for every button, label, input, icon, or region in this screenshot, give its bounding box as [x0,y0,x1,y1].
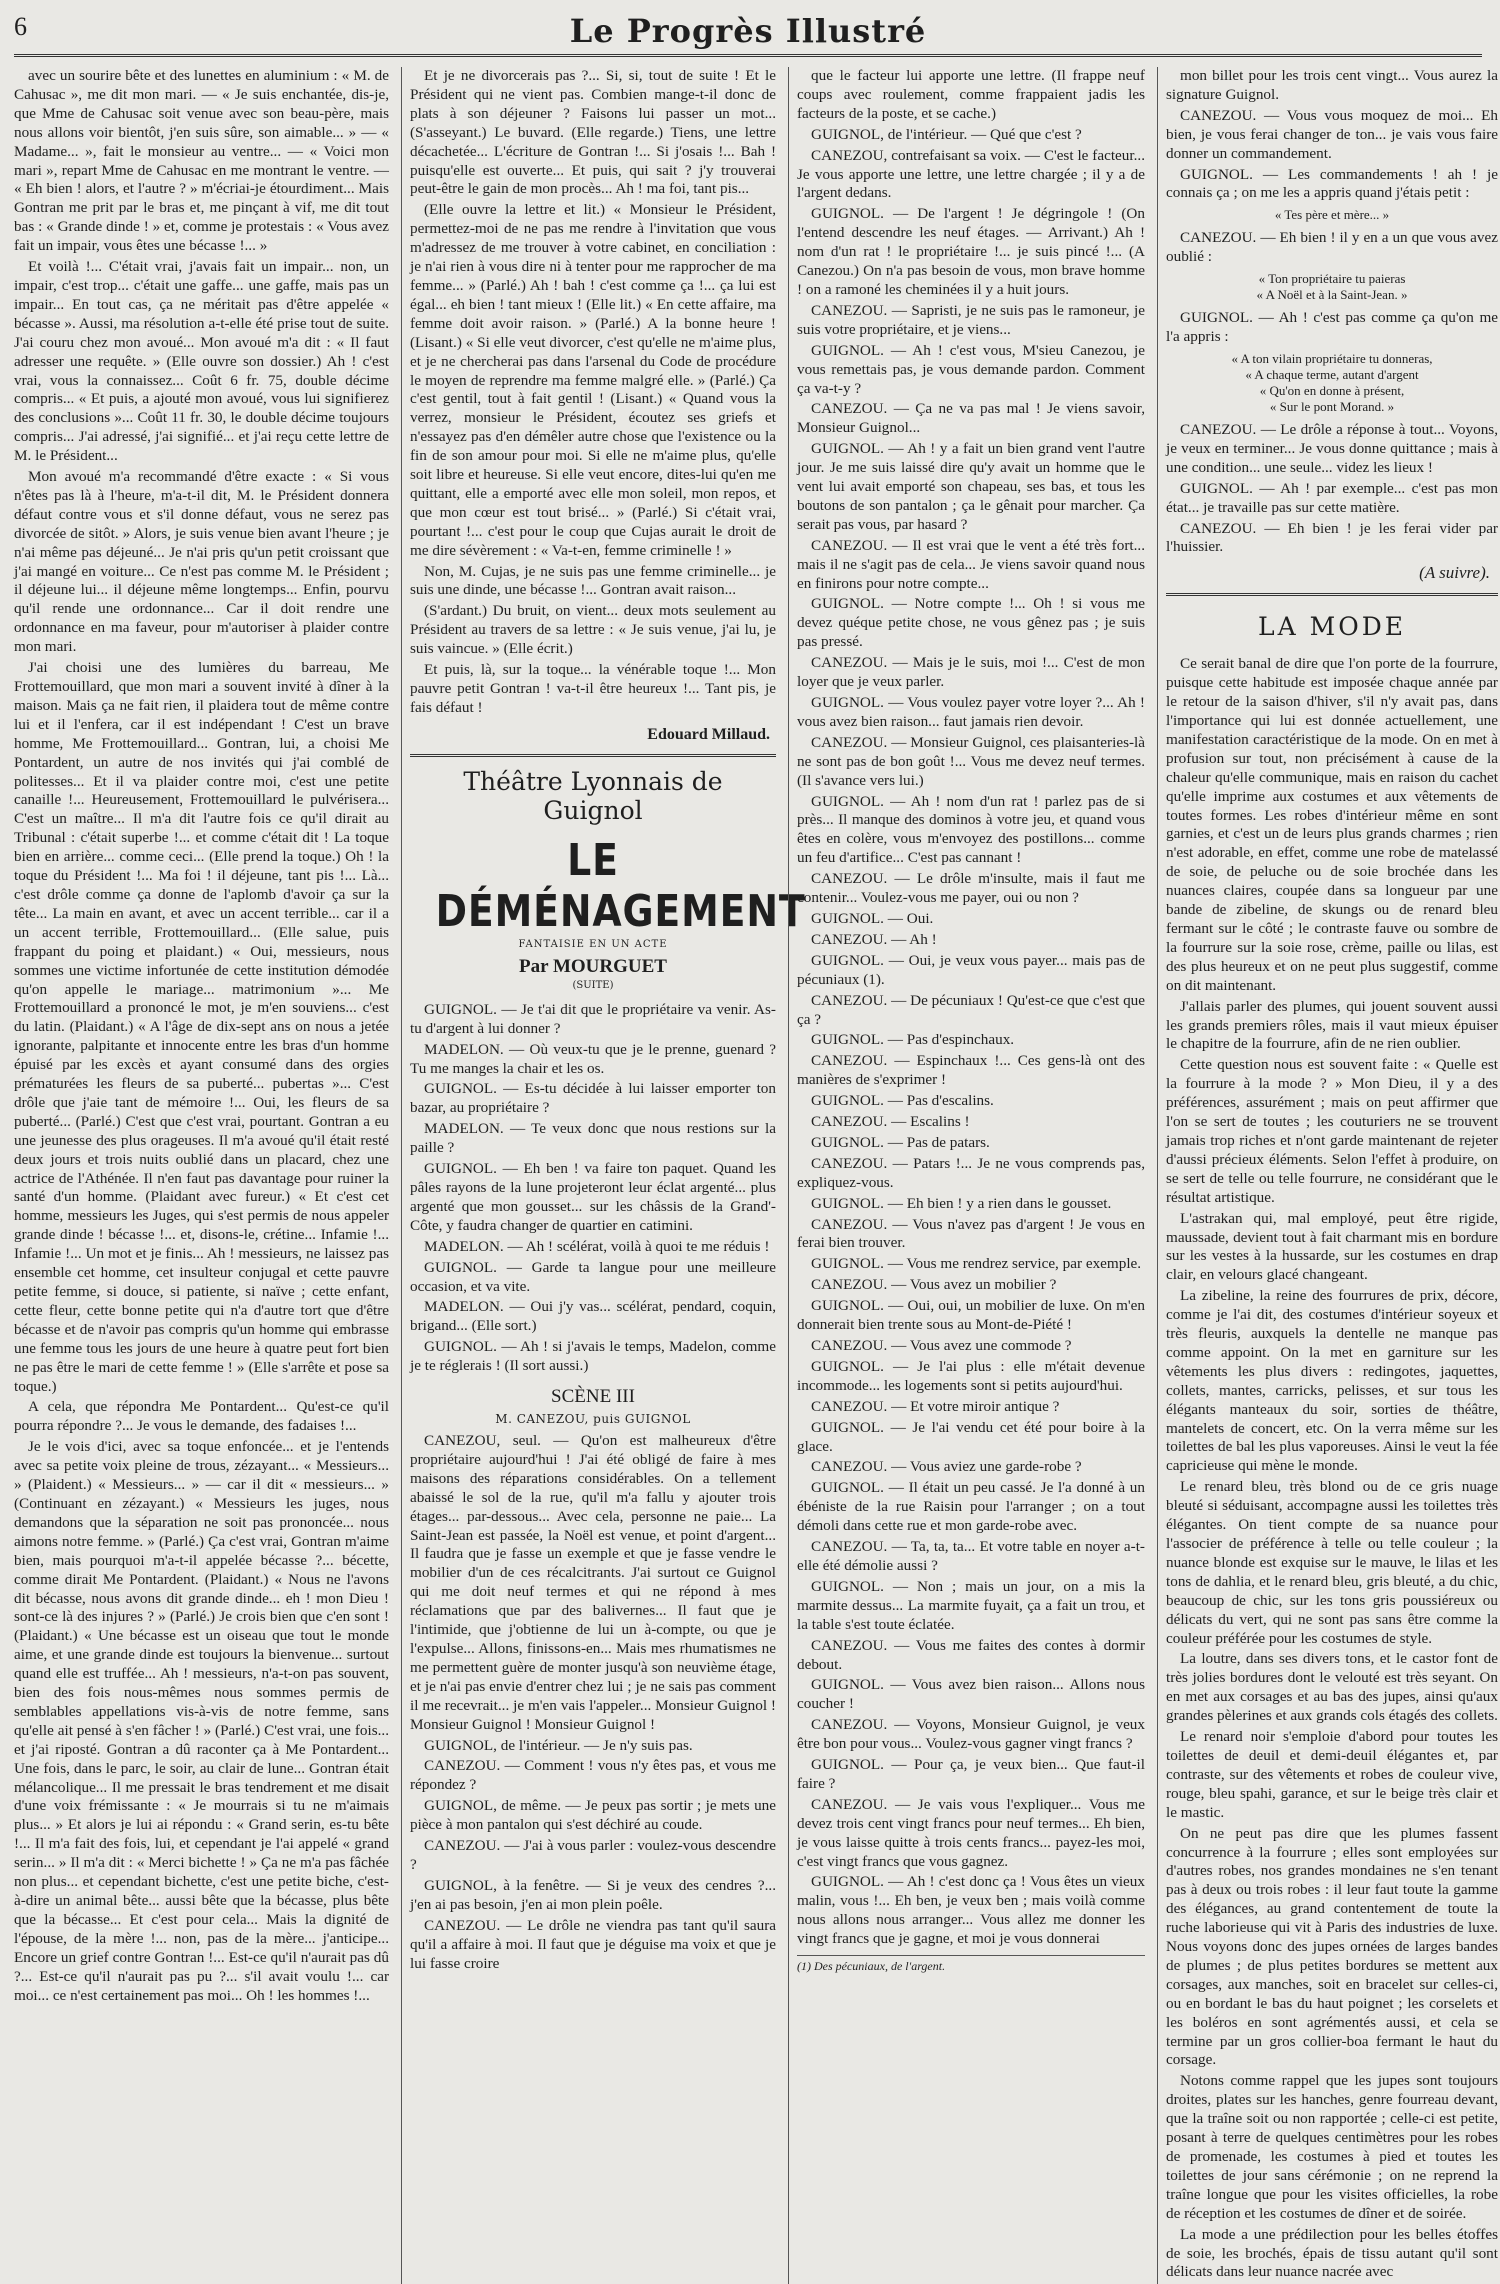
paragraph: GUIGNOL. — Ah ! c'est donc ça ! Vous êtes un vieux malin, vous !... Eh ben, je veux ben ; mais voilà comme nous allons nous arranger... Vous allez me donner les vingt francs que je gagne, et moi je vous donnerai [797,1873,1145,1948]
paragraph: CANEZOU. — Eh bien ! je les ferai vider par l'huissier. [1166,519,1498,556]
paragraph: CANEZOU. — Vous avez un mobilier ? [811,1276,1057,1294]
paragraph: MADELON. — Ah ! scélérat, voilà à quoi te me réduis ! [424,1237,770,1255]
paragraph: GUIGNOL. — Vous me rendrez service, par exemple. [811,1255,1142,1273]
column-2 [401,67,806,2284]
paragraph: MADELON. — Oui j'y vas... scélérat, pendard, coquin, brigand... (Elle sort.) [410,1298,776,1335]
paragraph: GUIGNOL. — Ah ! nom d'un rat ! parlez pas de si près... Il manque des dominos à votre jeu, et quand vous êtes en colère, vous m'envoyez des postillons... comme un feu d'artifice... C'est pas cannant ! [797,792,1145,867]
paragraph: L'astrakan qui, mal employé, peut être rigide, maussade, devient tout à fait charmant mis en bordure sur les vestes à la hussarde, sur les costumes en drap clair, en velours glacé changeant. [1166,1209,1498,1284]
play-author: Par MOURGUET [519,955,667,977]
paragraph: GUIGNOL. — Pas d'espinchaux. [811,1031,1015,1049]
paragraph: GUIGNOL. — Eh ben ! va faire ton paquet. Quand les pâles rayons de la lune projeteront leur éclat argenté... plus argenté que mon gousset... sur les châssis de la Grand'-Côte, y faudra changer de quartier en catimini. [410,1160,776,1234]
paragraph: CANEZOU, seul. — Qu'on est malheureux d'être propriétaire aujourd'hui ! J'ai été obligé de faire à mes maisons des réparations considérables. On a tellement abaissé le sol de la rue, qu'il m'a fallu y ajouter trois étages... par-dessous... Avec cela, personne ne paie... La Saint-Jean est passée, la Noël est venue, et point d'argent... Il faudra que je fasse un exemple et que je fasse vendre le mobilier d'un de ces récalcitrants. J'ai surtout ce Guignol qui me doit neuf termes et qui ne répond à mes réclamations que par des balivernes... Il faut que je l'intimide, que j'obtienne de lui un à-compte, ou que je l'expulse... Allons, finissons-en... Mais mes rhumatismes ne me permettent guère de monter jusqu'à son neuvième étage, et je n'ai pas envie d'entrer chez lui ; je ne sais pas comment il me recevrait... je m'en vais l'appeler... Monsieur Guignol ! Monsieur Guignol ! Monsieur Guignol ! [410,1432,776,1733]
paragraph: CANEZOU. — Monsieur Guignol, ces plaisanteries-là ne sont pas de bon goût !... Vous me devez neuf termes. (Il s'avance vers lui.) [797,733,1145,789]
paragraph: Cette question nous est souvent faite : « Quelle est la fourrure à la mode ? » Mon Dieu, il y a des préférences, assurément ; mais on peut affirmer que l'on se sert de toutes ; les couturiers ne se trouvent jamais trop riches et n'ont garde maintenant de rejeter d'aussi précieux éléments. Selon l'effet à produire, on se sert de telle ou telle fourrure, ne considérant que le résultat artistique. [1166,1056,1498,1206]
paragraph: GUIGNOL, à la fenêtre. — Si je veux des cendres ?... j'en ai pas besoin, j'en ai mon plein poêle. [410,1876,776,1913]
verse-1: « Tes père et mère... » [1274,207,1390,223]
paragraph: CANEZOU. — Eh bien ! il y en a un que vous avez oublié : [1166,229,1498,266]
column-3 [788,67,1145,2284]
paragraph: (S'ardant.) Du bruit, on vient... deux mots seulement au Président au travers de sa lettre : « Je suis venue, j'ai lu, je suis vaincue. » (Elle écrit.) [410,602,776,658]
paragraph: La loutre, dans ses divers tons, et le castor font de très jolies bordures dont le velouté est très seyant. On en met aux corsages et au bas des jupes, ainsi qu'aux grandes pèlerines et aux grands cols étagés des collets. [1166,1650,1498,1725]
paragraph: GUIGNOL. — Je l'ai vendu cet été pour boire à la glace. [797,1418,1145,1455]
paragraph: GUIGNOL. — Ah ! c'est vous, M'sieu Canezou, je vous remettais pas, je vous demande pardon. Comment ça va-t-y ? [797,341,1145,397]
paragraph: GUIGNOL. — Oui, oui, un mobilier de luxe. On m'en donnerait bien trente sous au Mont-de-Piété ! [797,1297,1145,1334]
paragraph: GUIGNOL. — Ah ! si j'avais le temps, Madelon, comme je te réglerais ! (Il sort aussi.) [410,1338,776,1375]
paragraph: GUIGNOL. — Eh bien ! y a rien dans le gousset. [811,1194,1112,1212]
paragraph: GUIGNOL, de l'intérieur. — Je n'y suis pas. [424,1736,693,1754]
play-title: LE DÉMÉNAGEMENT [435,834,806,937]
paragraph: CANEZOU. — Comment ! vous n'y êtes pas, et vous me répondez ? [410,1757,776,1794]
paragraph: GUIGNOL. — Es-tu décidée à lui laisser emporter ton bazar, au propriétaire ? [410,1080,776,1117]
paragraph: CANEZOU. — Il est vrai que le vent a été très fort... mais il ne s'agit pas de cela... Je viens savoir quand nous en finirons pour notre compte... [797,536,1145,592]
paragraph: CANEZOU. — Escalins ! [811,1113,970,1131]
paragraph: CANEZOU. — Le drôle a réponse à tout... Voyons, je veux en terminer... Je vous donne quittance ; mais à une condition... une seule... videz les lieux ! [1166,420,1498,476]
paragraph: Le renard bleu, très blond ou de ce gris nuage bleuté si séduisant, accompagne aussi les toilettes très élégantes. On tient compte de sa nuance pour l'associer de préférence à telle ou telle couleur ; la nuance blonde est exquise sur le mauve, le lilas et les tons de dahlia, et le renard bleu, gris bleuté, a du chic, beaucoup de chic, sur les tons gris poussiéreux ou délicats du vert, qui ne sont pas sans être comme la couleur préférée pour les costumes de style. [1166,1478,1498,1647]
masthead [14,8,1482,57]
paragraph: CANEZOU. — Vous me faites des contes à dormir debout. [797,1636,1145,1673]
column-4 [1157,67,1498,2284]
paragraph: GUIGNOL, de l'intérieur. — Qué que c'est ? [811,125,1082,143]
paragraph: CANEZOU. — Patars !... Je ne vous comprends pas, expliquez-vous. [797,1154,1145,1191]
play-subtitle: FANTAISIE EN UN ACTE [518,938,668,950]
paragraph: CANEZOU. — Vous n'avez pas d'argent ! Je vous en ferai bien trouver. [797,1215,1145,1252]
paragraph: GUIGNOL. — Garde ta langue pour une meilleure occasion, et va vite. [410,1258,776,1295]
paragraph: CANEZOU. — Mais je le suis, moi !... C'est de mon loyer que je veux parler. [797,654,1145,691]
verse-line: « A ton vilain propriétaire tu donneras, [1231,350,1433,366]
paragraph: Et je ne divorcerais pas ?... Si, si, tout de suite ! Et le Président qui ne vient pas. Combien mange-t-il donc de plats à son déjeuner ? Faisons lui passer un mot... (S'asseyant.) Le buvard. (Elle regarde.) Tiens, une lettre décachetée... L'écriture de Gontran !... Si j'osais !... Bah ! puisqu'elle est ouverte... Et puis, qui sait ? j'y trouverai peut-être le gain de mon procès... Ah ! ma foi, tant pis... [410,67,776,198]
paragraph: Non, M. Cujas, je ne suis pas une femme criminelle... je suis une dinde, une bécasse !... Gontran avait raison... [410,562,776,599]
paragraph: CANEZOU. — Je vais vous l'expliquer... Vous me devez trois cent vingt francs pour neuf termes... Eh bien, je vous laisse quitte à trois cents francs... payez-les moi, c'est vingt francs que vous gagnez. [797,1795,1145,1870]
paragraph: Notons comme rappel que les jupes sont toujours droites, plates sur les hanches, genre fourreau devant, que la traîne soit ou non rapportée ; celle-ci est petite, posant à terre de quelques centimètres pour les robes de promenade, les costumes à pied et toutes les toilettes de jour sans cérémonie ; on ne reprend la traîne longue que pour les visites officielles, la robe de réception et les costumes de dîner et de soirée. [1166,2072,1498,2222]
paragraph: GUIGNOL. — Ah ! c'est pas comme ça qu'on me l'a appris : [1166,309,1498,346]
paragraph: GUIGNOL. — Pour ça, je veux bien... Que faut-il faire ? [797,1756,1145,1792]
paragraph: GUIGNOL. — Oui, je veux vous payer... mais pas de pécuniaux (1). [797,951,1145,988]
paragraph: GUIGNOL. — Ah ! y a fait un bien grand vent l'autre jour. Je me suis laissé dire qu'y avait un homme que le vent lui avait emporté son chapeau, ses bas, et tous les boutons de son pantalon ; ça le gênait pour marcher. Ça serait pas vous, par hasard ? [797,440,1145,533]
section-divider [410,754,776,757]
paragraph: GUIGNOL. — Pas d'escalins. [811,1092,994,1110]
fashion-article [1166,655,1498,2282]
paragraph: Je le vois d'ici, avec sa toque enfoncée... et je l'entends avec sa petite voix pleine de trous, zézayant... « Messieurs... » (Plaident.) « Messieurs... » — car il dit « messieurs... » (Continuant en zézayant.) « Messieurs les juges, nous demandons que la séparation ne soit pas prononcée... nous aimons notre femme. » (Parlé.) Ça c'est vrai, Gontran m'aime bien, mais pourquoi m'a-t-il appelée bécasse ?... bécette, comme dirait Me Pontardent. (Plaidant.) « Nous ne l'avons dit bécasse, nous avons dit grande dinde... eh ! mon Dieu ! sont-ce là des injures ? » (Parlé.) Je crois bien que c'en sont ! (Plaidant.) « Une bécasse est un oiseau que tout le monde aime, et une grande dinde est toujours la bienvenue... surtout quand elle est truffée... Ah ! messieurs, n'a-t-on pas souvent, bien des fois nous-mêmes nous sommes permis de semblables appellations vis-à-vis de notre femme, sans qu'elle ait pensé à s'en fâcher ! » (Parlé.) C'est vrai, une fois... et j'ai riposté. Gontran a dû raconter ça à Me Pontardent... Une fois, dans le parc, le soir, au clair de lune... Gontran était mélancolique... Il me pressait le bras tendrement et me disait d'une voix frémissante : « Je mourrais si tu ne m'aimais plus... » Et alors je lui ai répondu : « Grand serin, es-tu bête !... Il m'a fait des fois, lui, et cependant je l'ai appelé « grand serin... » Il m'a dit : « Merci bichette ! » Ça ne m'a pas fâchée non plus... et cependant bichette, c'est une petite biche, c'est-à-dire un animal bête... aussi bête que la bécasse, plus bête que la bécasse... Et c'est pour cela... Mais la dignité de l'épouse, de la mère !... non, pas de la mère... j'anticipe... Encore un grief contre Gontran !... Est-ce qu'il n'aurait pas dû ?... Est-ce qu'il n'aurait pas pu ?... s'il avait voulu !... car moi... ce n'est certainement pas moi... Oh ! les hommes !... [14,1438,389,2004]
paragraph: La mode a une prédilection pour les belles étoffes de soie, les brochés, épais de tissu autant qu'il sont délicats dans leur nuance nacrée avec [1166,2225,1498,2281]
paragraph: Ce serait banal de dire que l'on porte de la fourrure, puisque cette habitude est imposée chaque année par le retour de la saison d'hiver, s'il n'y avait pas, dans l'importance qui lui est donnée actuellement, une manifestation caractéristique de la mode. On en met à profusion sur tout, non précisément à cause de la chaleur qu'elle communique, mais en raison du cachet qu'elle imprime aux costumes et aux vêtements de toutes formes. Les robes d'intérieur même en sont garnies, et c'est un de leurs plus grands charmes ; rien n'est adorable, en effet, comme une robe de matelassé de soie, de peluche ou de soie brochée dans les nuances claires, coupée dans sa longueur par une bande de zibeline, de skungs ou de renard bleu fermant sur le côté ; le contraste fauve ou sombre de la fourrure sur la soie rose, crème, paille ou lilas, est des plus heureux et on ne peut plus suggestif, comme on dit maintenant. [1166,655,1498,994]
section-title-la-mode: LA MODE [1258,612,1406,642]
paragraph: (Elle ouvre la lettre et lit.) « Monsieur le Président, permettez-moi de ne pas me rendre à l'invitation que vous m'adressez de me trouver à votre cabinet, en conciliation : je n'ai rien à vous dire ni à tenter pour me rapprocher de ma femme... » (Parlé.) Ah ! bah ! c'est comme ça !... ça lui est égal... eh bien ! tant mieux ! (Elle lit.) « En cette affaire, ma femme doit avoir raison. » (Parlé.) A la bonne heure ! (Lisant.) « Si elle veut divorcer, c'est qu'elle ne m'aime plus, et je ne chercherai pas dans l'arsenal du Code de procédure le moyen de reprendre ma femme malgré elle. » (Parlé.) Ça c'est gentil, tout à fait gentil ! (Lisant.) « Quand vous la verrez, monsieur le Président, écoutez ses griefs et n'essayez pas d'en démêler autre chose que l'existence ou la fin de son amour pour moi. Si elle ne m'aime plus, qu'elle soit libre et heureuse. Si elle veut encore, dites-lui qu'en me quittant, elle a emporté avec elle mon soleil, mon repos, et que mon cœur est tout brisé... » (Parlé.) Si c'était vrai, pourtant !... c'est pour le coup que Cujas aurait le droit de me dire sévèrement : « Va-t-en, femme criminelle ! » [410,201,776,559]
column-1 [14,67,389,2284]
paragraph: GUIGNOL. — Vous avez bien raison... Allons nous coucher ! [797,1676,1145,1713]
paragraph: GUIGNOL. — Pas de patars. [811,1133,990,1151]
verse-line: « A chaque terme, autant d'argent [1245,366,1419,382]
paragraph: GUIGNOL. — Je l'ai plus : elle m'était devenue incommode... les logements sont si petits aujourd'hui. [797,1357,1145,1394]
to-be-continued: (A suivre). [1419,563,1490,583]
paragraph: GUIGNOL, de même. — Je peux pas sortir ; je mets une pièce à mon pantalon qui s'est déchiré au coude. [410,1797,776,1834]
paragraph: CANEZOU. — Et votre miroir antique ? [811,1397,1060,1415]
paragraph: A cela, que répondra Me Pontardent... Qu'est-ce qu'il pourra répondre ?... Je vous le demande, des fadaises !... [14,1398,389,1435]
paragraph: J'ai choisi une des lumières du barreau, Me Frottemouillard, que mon mari a souvent invité à dîner à la maison. Mais ça ne fait rien, il plaidera tout de même contre lui et il l'enfera, car il est indépendant ! C'est un brave homme, Me Frottemouillard... Gontran, lui, a choisi Me Pontardent, un autre de nos invités qui j'ai comblé de politesses... Et il va plaider contre moi, c'est une petite canaille !... Heureusement, Frottemouillard le pulvérisera... C'est un maître... Il m'a dit l'autre fois ce qu'il dirait au Tribunal : c'était superbe !... et comme c'était dit ! La toque bien en arrière... comme ceci... (Elle prend la toque.) Oh ! la toque du Président !... Ma foi ! il déjeune, tant pis !... Là... c'est drôle comme ça donne de l'aplomb d'avoir ça sur la tête... La main en avant, et avec un accent terrible... car il a un accent terrible, Frottemouillard... (Elle salue, puis frappant du poing et plaidant.) « Oui, messieurs, nous sommes une victime infortunée de cette institution démodée qu'on appelle le mariage... matrimonium »... Me Frottemouillard a prononcé le mot, je m'en souviens... c'est du latin. (Plaidant.) « A l'âge de dix-sept ans on nous a jetée ignorante, palpitante et innocente entre les bras d'un homme épuisé par les excès et ayant consumé dans des orgies prématurées les fleurs de sa puberté... pubertas »... C'est drôle que j'aie tant de mémoire !... Oui, les fleurs de sa puberté... (Parlé.) C'est que c'est vrai, pourtant. Gontran a eu une jeunesse des plus orageuses. Il m'a avoué qu'il était resté deux jours et trois nuits oublié dans un placard, chez une actrice de l'Athénée. Il n'en faut pas davantage pour ruiner la santé d'un homme. (Plaidant avec fureur.) « Et c'est cet homme, messieurs les Juges, qui s'est permis de nous appeler grande dinde ! bécasse !... et, disons-le, crétine... Infamie !... Infamie !... Un mot et je finis... Ah ! messieurs, ne laissez pas ensemble cet homme, cet insulteur conjugal et cette pauvre petite femme, si douce, si patiente, si naïve ; cette enfant, cette fleur, cette bonne petite qui n'a d'autre tort que d'être bécasse et de n'avoir pas compris qu'un homme qui embrasse une femme tous les jours de une heure à quatre peut fort bien ne pas être le mari de cette femme ! » (Elle s'arrête et pose sa toque.) [14,659,389,1395]
scene-dialogue [410,1432,776,1973]
paragraph: GUIGNOL. — Vous voulez payer votre loyer ?... Ah ! vous avez bien raison... faut jamais rien devoir. [797,694,1145,730]
article-signature: Edouard Millaud. [647,725,770,743]
article-columns [14,67,1498,2281]
play-suite-label: (SUITE) [572,979,614,991]
page-number: 6 [14,12,27,41]
paragraph: Et voilà !... C'était vrai, j'avais fait un impair... non, un impair, c'est trop... c'était une gaffe... une gaffe, mais pas un impair... En tout cas, ça ne méritait pas d'être appelée « bécasse ». Aussi, ma résolution a-t-elle été prise tout de suite. J'ai couru chez mon avoué... Mon avoué m'a dit : « Il faut adresser une requête. » (Elle ouvre son dossier.) Ah ! c'est vrai, vous la connaissez... Coût 6 fr. 75, double décime compris... « Et puis, a ajouté mon avoué, vous lui signifierez des conclusions »... Coût 11 fr. 30, le double décime toujours compris... J'ai adressé, j'ai signifié... et j'ai reçu cette lettre de M. le Président... [14,258,389,465]
paragraph: Et puis, là, sur la toque... la vénérable toque !... Mon pauvre petit Gontran ! va-t-il être heureux !... Tant pis, je fais défaut ! [410,661,776,716]
verse-3 [1166,351,1498,415]
paragraph: CANEZOU. — Vous aviez une garde-robe ? [811,1458,1082,1476]
scene-characters: M. CANEZOU, puis GUIGNOL [495,1412,691,1427]
paragraph: mon billet pour les trois cent vingt... Vous aurez la signature Guignol. [1166,67,1498,103]
paragraph: MADELON. — Où veux-tu que je le prenne, guenard ? Tu me manges la chair et les os. [410,1040,776,1077]
paragraph: que le facteur lui apporte une lettre. (Il frappe neuf coups avec roulement, comme frappaient jadis les facteurs de la poste, et se cache.) [797,67,1145,122]
paragraph: CANEZOU. — Le drôle ne viendra pas tant qu'il saura qu'il a affaire à moi. Il faut que je déguise ma voix et que je lui fasse croire [410,1916,776,1972]
footnote: (1) Des pécuniaux, de l'argent. [797,1955,1145,1974]
paragraph: CANEZOU. — Vous vous moquez de moi... Eh bien, je vous ferai changer de ton... je vais vous faire donner un commandement. [1166,106,1498,162]
paragraph: GUIGNOL. — Les commandements ! ah ! je connais ça ; on me les a appris quand j'étais petit : [1166,165,1498,202]
paragraph: CANEZOU. — De pécuniaux ! Qu'est-ce que c'est que ça ? [797,991,1146,1028]
paragraph: CANEZOU, contrefaisant sa voix. — C'est le facteur... Je vous apporte une lettre, une lettre chargée ; il y a de l'argent dedans. [797,146,1145,202]
theatre-heading: Théâtre Lyonnais de Guignol [463,766,723,825]
article-continuation [410,67,776,718]
paragraph: Le renard noir s'emploie d'abord pour toutes les toilettes de deuil et demi-deuil élégantes et, par contraste, sur des vêtements et robes de couleur vive, rouge, bleu spahi, garance, et sur le beige très clair et le mastic. [1166,1728,1498,1821]
paragraph: GUIGNOL. — De l'argent ! Je dégringole ! (On l'entend descendre les neuf étages. — Arrivant.) Ah ! nom d'un rat ! le propriétaire !... je suis pincé !... (A Canezou.) On n'a pas besoin de vous, mon brave homme ! on a ramoné les cheminées il y a huit jours. [797,205,1145,298]
play-dialogue-continued [797,67,1145,1949]
paragraph: Mon avoué m'a recommandé d'être exacte : « Si vous n'êtes pas là à l'heure, m'a-t-il dit, M. le Président donnera défaut contre vous et s'il donne défaut, vous ne serez pas divorcée de sitôt. » Alors, je suis venue bien avant l'heure ; je n'ai même pas déjeuné... Je n'ai pris qu'un petit croissant que j'ai mangé en voiture... Ce n'est pas comme M. le Président ; il déjeune lui... il déjeune même longtemps... Enfin, pourvu qu'il rende une ordonnance... Car il doit rendre une ordonnance en ma faveur, pour m'autoriser à plaider contre mon mari. [14,468,389,656]
paragraph: MADELON. — Te veux donc que nous restions sur la paille ? [410,1120,776,1157]
paragraph: CANEZOU. — Le drôle m'insulte, mais il faut me contenir... Voulez-vous me payer, oui ou non ? [797,870,1145,907]
paragraph: GUIGNOL. — Oui. [811,909,934,927]
paragraph: CANEZOU. — Ah ! [811,930,937,948]
paragraph: CANEZOU. — Espinchaux !... Ces gens-là ont des manières de s'exprimer ! [797,1052,1145,1089]
paragraph: GUIGNOL. — Non ; mais un jour, on a mis la marmite dessus... La marmite fuyait, ça a fait un trou, et la table s'est toute éclatée. [797,1577,1145,1633]
scene-heading: SCÈNE III [551,1386,635,1408]
paragraph: GUIGNOL. — Je t'ai dit que le propriétaire va venir. As-tu d'argent à lui donner ? [410,1000,776,1037]
play-final-lines [1166,421,1498,557]
journal-title: Le Progrès Illustré [569,12,927,50]
paragraph: CANEZOU. — Voyons, Monsieur Guignol, je veux être bon pour vous... Voulez-vous gagner vingt francs ? [797,1716,1145,1753]
paragraph: CANEZOU. — Ça ne va pas mal ! Je viens savoir, Monsieur Guignol... [797,400,1145,437]
paragraph: J'allais parler des plumes, qui jouent souvent aussi les grands premiers rôles, mais il vaut mieux épuiser le chapitre de la fourrure, afin de ne rien oublier. [1166,997,1498,1053]
paragraph: GUIGNOL. — Notre compte !... Oh ! si vous me devez quéque petite chose, ne vous gênez pas ; je suis pas pressé. [797,595,1145,651]
paragraph: CANEZOU. — Sapristi, je ne suis pas le ramoneur, je suis votre propriétaire, et je viens... [797,301,1145,338]
paragraph: La zibeline, la reine des fourrures de prix, décore, comme je l'ai dit, des costumes d'intérieur soyeux et très fleuris, auxquels la dentelle ne manque pas comme appoint. On la met en garniture sur les vêtements les plus divers : redingotes, jaquettes, collets, mantes, carricks, pelisses, et sur tous les élégants manteaux du soir, sorties de théâtre, mantelets de concert, etc. On la verra même sur les toilettes de bal les plus vaporeuses. Ainsi le veut la fée capricieuse qui mène le monde. [1166,1287,1498,1475]
verse-2 [1166,271,1498,303]
paragraph: CANEZOU. — Vous avez une commode ? [811,1337,1072,1354]
verse-line: « A Noël et à la Saint-Jean. » [1256,287,1408,303]
section-divider [1166,593,1498,596]
verse-line: « Ton propriétaire tu paieras [1258,271,1406,287]
paragraph: GUIGNOL. — Il était un peu cassé. Je l'a donné à un ébéniste de la rue Raisin pour l'arranger ; on a tout démoli dans cette rue et mon garde-robe avec. [797,1479,1145,1535]
paragraph: GUIGNOL. — Ah ! par exemple... c'est pas mon état... je travaille pas sur cette matière. [1166,479,1498,516]
paragraph: CANEZOU. — Ta, ta, ta... Et votre table en noyer a-t-elle été démolie aussi ? [797,1538,1145,1574]
play-dialogue [410,1001,776,1376]
verse-line: « Sur le pont Morand. » [1269,398,1395,414]
paragraph: avec un sourire bête et des lunettes en aluminium : « M. de Cahusac », me dit mon mari. — « Je suis enchantée, dis-je, que Mme de Cahusac soit venue avec son beau-père, mais nous allons voir bientôt, j'en suis sûre, son aimable... » — « Madame... », fait le monsieur au ventre... — « Voici mon mari », repart Mme de Cahusac en me montrant le ventre. — « Eh bien ! alors, et l'autre ? » m'écriai-je étourdiment... Mais Gontran me prit par le bras et, me pinçant à vif, me dit tout bas : « Grande dinde ! » et, comme je protestais : « Vous avez fait un impair, vous êtes une bécasse !... » [14,67,389,255]
paragraph: On ne peut pas dire que les plumes fassent concurrence à la fourrure ; elles sont employées sur d'autres robes, nos grandes mondaines ne s'en tenant pas à deux ou trois robes : il leur faut toute la gamme des élégances, au grand contentement de toute la ruche laborieuse qui vit à Paris des industries de luxe. Nous voyons donc des jupes ornées de larges bandes de plumes ; de plus petites bordures se mettent aux corsages, aux manches, soit en bracelet sur celles-ci, ou en bordant le bas du haut poignet ; les corselets et les boléros en sont agrémentés aussi, et cela se termine par un gros collier-boa fermant le haut du corsage. [1166,1824,1498,2069]
paragraph: CANEZOU. — J'ai à vous parler : voulez-vous descendre ? [410,1837,776,1873]
play-ending [1166,67,1498,203]
verse-line: « Qu'on en donne à présent, [1259,382,1405,398]
